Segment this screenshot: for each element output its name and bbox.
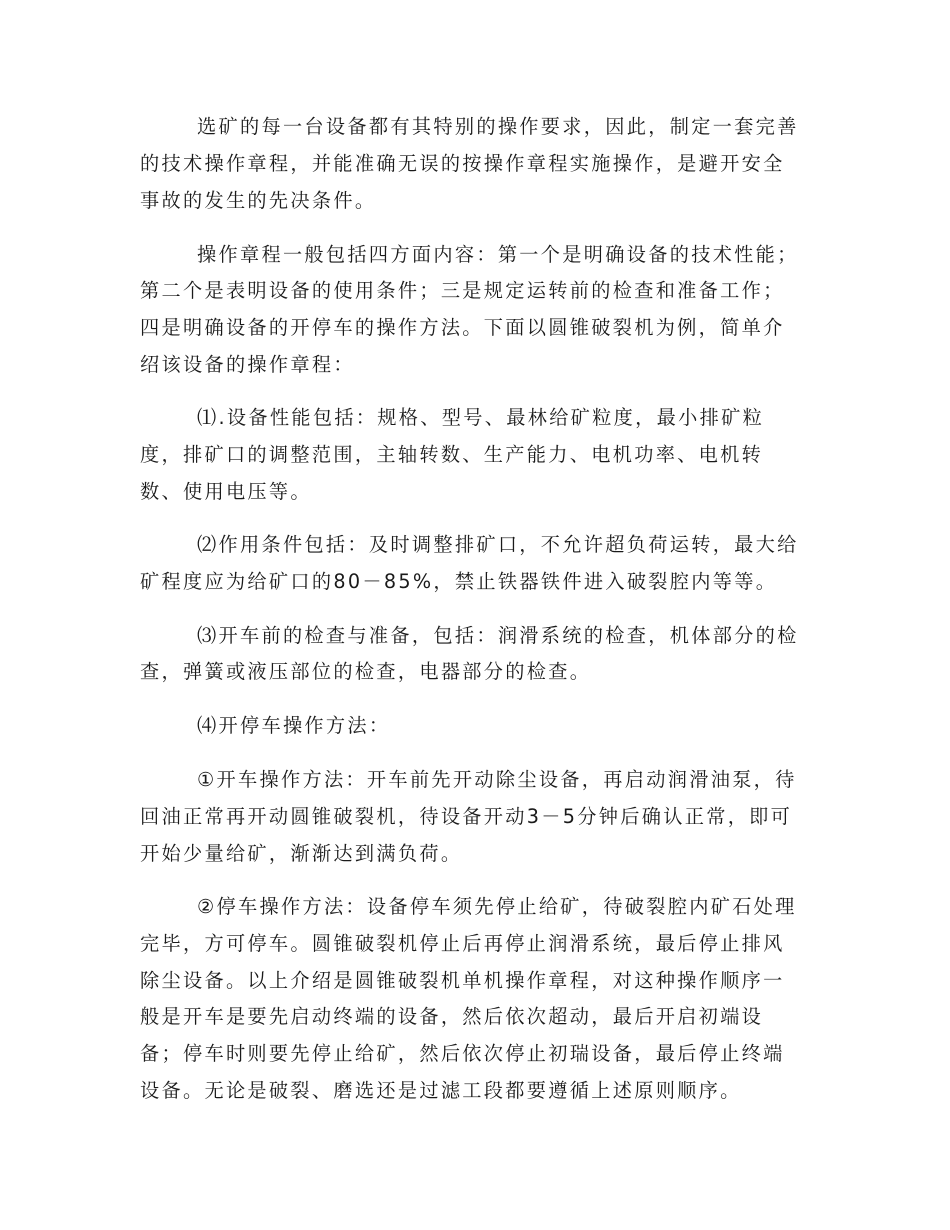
paragraph-line: 查，弹簧或液压部位的检查，电器部分的检查。 bbox=[140, 660, 592, 683]
paragraph-line: ⑴.设备性能包括：规格、型号、最林给矿粒度，最小排矿粒 bbox=[197, 406, 765, 429]
paragraph-line: 开始少量给矿，渐渐达到满负荷。 bbox=[140, 842, 463, 865]
paragraph-line: ①开车操作方法：开车前先开动除尘设备，再启动润滑油泵，待 bbox=[197, 768, 797, 791]
paragraph-line: 四是明确设备的开停车的操作方法。下面以圆锥破裂机为例，简单介 bbox=[140, 316, 785, 339]
paragraph-line: ⑶开车前的检查与准备，包括：润滑系统的检查，机体部分的检 bbox=[197, 624, 799, 647]
paragraph-line: 数、使用电压等。 bbox=[140, 480, 312, 503]
paragraph-line: 完毕，方可停车。圆锥破裂机停止后再停止润滑系统，最后停止排风 bbox=[140, 932, 785, 955]
paragraph-line: 除尘设备。以上介绍是圆锥破裂机单机操作章程，对这种操作顺序一 bbox=[140, 969, 785, 992]
paragraph-line: 矿程度应为给矿口的80－85%，禁止铁器铁件进入破裂腔内等等。 bbox=[140, 570, 778, 593]
paragraph-line: 第二个是表明设备的使用条件；三是规定运转前的检查和准备工作； bbox=[140, 279, 785, 302]
paragraph-line: 选矿的每一台设备都有其特别的操作要求，因此，制定一套完善 bbox=[197, 115, 799, 138]
paragraph-line: ②停车操作方法：设备停车须先停止给矿，待破裂腔内矿石处理 bbox=[197, 895, 797, 918]
paragraph-line: 回油正常再开动圆锥破裂机，待设备开动3－5分钟后确认正常，即可 bbox=[140, 805, 793, 828]
paragraph-line: 事故的发生的先决条件。 bbox=[140, 189, 377, 212]
paragraph-line: ⑷开停车操作方法： bbox=[197, 714, 391, 737]
paragraph-line: ⑵作用条件包括：及时调整排矿口，不允许超负荷运转，最大给 bbox=[197, 533, 799, 556]
paragraph-line: 的技术操作章程，并能准确无误的按操作章程实施操作，是避开安全 bbox=[140, 152, 785, 175]
paragraph-line: 绍该设备的操作章程： bbox=[140, 353, 355, 376]
paragraph-line: 备；停车时则要先停止给矿，然后依次停止初瑞设备，最后停止终端 bbox=[140, 1042, 785, 1065]
paragraph-line: 操作章程一般包括四方面内容：第一个是明确设备的技术性能； bbox=[197, 243, 799, 266]
paragraph-line: 度，排矿口的调整范围，主轴转数、生产能力、电机功率、电机转 bbox=[140, 443, 764, 466]
paragraph-line: 般是开车是要先启动终端的设备，然后依次超动，最后开启初端设 bbox=[140, 1005, 764, 1028]
paragraph-line: 设备。无论是破裂、磨选还是过滤工段都要遵循上述原则顺序。 bbox=[140, 1079, 742, 1102]
